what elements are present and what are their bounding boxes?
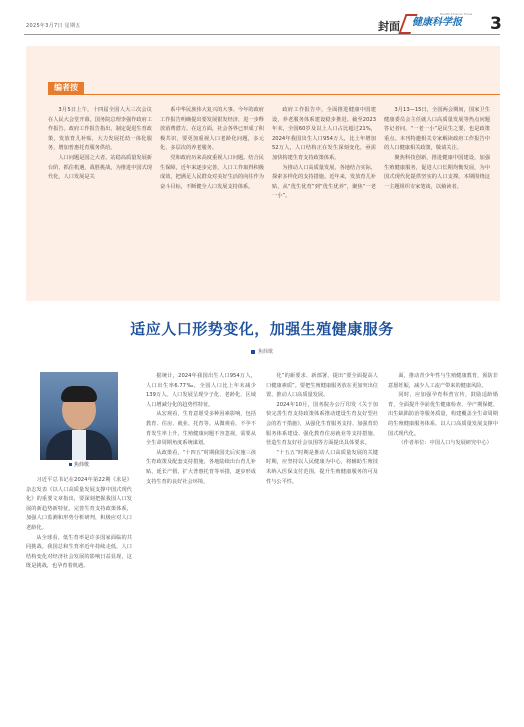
editor-note-rule (48, 94, 500, 95)
editor-note-column-2 (160, 106, 264, 192)
byline-marker-icon (251, 350, 255, 354)
caption-marker-icon (69, 463, 72, 466)
editor-note-paragraph: 3月13—15日，全国两会期间，国家卫生健康委员会主任就人口高质量发展等热点问题答记者问。“一老一小”是民生之要，也是政策重点。本刊特邀相关专家解读政府工作报告中的人口健康相关政策，敬请关注。 (384, 107, 490, 152)
page-header (0, 0, 524, 40)
issue-date: 2025年3月7日 星期五 (26, 23, 81, 29)
article-paragraph: （作者单位：中国人口与发展研究中心） (398, 440, 492, 447)
article-paragraph: “十五五”时期是推动人口高质量发展的关键时期，应坚持以人民健康为中心，将辅助生殖技术纳入医保支付范围，提升生殖健康服务的可及性与公平性。 (266, 449, 378, 485)
masthead-logo-en: Health Science Times (440, 12, 473, 16)
section-name: 封面 (378, 20, 400, 33)
editor-note-label: 编者按 (48, 82, 84, 94)
editor-note-paragraph: 聚焦科技创新，推进健康中国建设，加强生殖健康服务，促进人口长期均衡发展，为中国式现代化提供坚实的人口支撑。本期围绕这一主题组织专家笔谈，以飨读者。 (384, 154, 490, 190)
editor-note-column-4 (384, 106, 490, 192)
article-paragraph: 习近平总书记在2024年第22期《求是》杂志发表《以人口高质量发展支撑中国式现代化》的重要文章指出，要深刻把握我国人口发展的新趋势新特征。完善生育支持政策体系，加强人口监测和形势分析研判，积极应对人口老龄化。 (26, 477, 132, 531)
article-author: 焦炜歌 (257, 349, 273, 355)
article-paragraph: 从政策看，“十四五”时期我国先后实施三孩生育政策及配套支持措施，各地陆续出台育儿补贴、延长产假、扩大普惠托育等举措，逐步形成支持生育的良好社会环境。 (146, 449, 256, 485)
article-paragraph: 化”的新要求、新部署，提出“要全面提高人口健康素质”。要把生殖健康服务放在更加突出位置，推动人口高质量发展。 (266, 373, 378, 399)
editor-note-paragraph: 3月5日上午，十四届全国人大三次会议在人民大会堂开幕。国务院总理李强作政府工作报告。政府工作报告指出，制定促进生育政策，发放育儿补贴，大力发展托幼一体化服务，增加普惠托育服务供给。 (48, 107, 152, 152)
masthead-logo: 健康科学报 (412, 17, 462, 28)
article-column-1 (26, 476, 132, 572)
editor-note-paragraph: 政府工作报告中，全面推进健康中国建设，养老服务体系建设稳步推进。截至2023年末，全国60岁及以上人口占比超过21%，2024年我国出生人口954万人，比上年增加52万人，人口结构正在发生深刻变化，亟需加快构建生育支持政策体系。 (272, 107, 376, 161)
article-byline (0, 348, 524, 355)
editor-note-paragraph: 人口问题是国之大者。站稳高质量发展新台阶，抓住机遇，战胜挑战，为推进中国式现代化，人口发展是关 (48, 154, 152, 181)
photo-caption-text: 焦炜歌 (73, 462, 89, 468)
article-paragraph: 从宏观看，生育意愿受多种因素影响，包括教育、住房、就业、托育等。从微观看，不孕不育发生率上升，生殖健康问题不容忽视，需要从全生命周期角度系统谋划。 (146, 411, 256, 447)
header-rule (24, 34, 500, 35)
photo-caption (40, 461, 118, 468)
article-paragraph: 2024年10月，国务院办公厅印发《关于加快完善生育支持政策体系推动建设生育友好型社会的若干措施》，从强化生育服务支持、加强育幼服务体系建设、强化教育住房就业等支持措施、营造生育友好社会氛围等方面提出具体要求。 (266, 401, 378, 447)
page-number: 3 (490, 14, 502, 34)
article-paragraph: 据统计，2024年我国出生人口954万人，人口出生率6.77‰，全国人口比上年末减少139万人。人口发展呈现少子化、老龄化、区域人口增减分化的趋势性特征。 (146, 373, 256, 408)
article-title: 适应人口形势变化，加强生殖健康服务 (130, 320, 394, 338)
editor-note-paragraph: 为推动人口高质量发展，各地结合实际，探索多样化的支持措施。近年来，发放育儿补贴，从“优生优育”到“优生优养”，聚焦“一老一小”。 (272, 164, 376, 200)
article-paragraph: 从全球看，低生育率是许多国家面临的共同挑战。我国总和生育率近年持续走低，人口结构变化对经济社会发展的影响日益显现，这既是挑战，也孕育着机遇。 (26, 534, 132, 570)
author-photo (40, 372, 118, 460)
article-paragraph: 同时，应加强孕育科普宣传，鼓励适龄婚育，全面提升孕前优生健康检查、孕产期保健、出生缺陷防治等服务质量，构建覆盖全生命周期的生殖健康服务体系，以人口高质量发展支撑中国式现代化。 (388, 392, 498, 437)
article-column-2 (146, 372, 256, 487)
editor-note-paragraph: 党和政府历来高度重视人口问题。结合民生保障，近年来逐步完善，人口工作取得积极成效，把满足人民群众对美好生活的向往作为奋斗目标，不断健全人口发展支持体系。 (160, 154, 264, 190)
article-column-3 (266, 372, 378, 487)
article-paragraph: 面，推动青少年性与生殖健康教育，预防非意愿妊娠，减少人工流产带来的健康风险。 (388, 373, 498, 389)
editor-note-panel (26, 46, 500, 301)
editor-note-column-3 (272, 106, 376, 202)
article-column-4 (388, 372, 498, 449)
editor-note-paragraph: 系中华民族伟大复兴的大事。今年的政府工作报告明确提出要发展银发经济，进一步释放消费潜力。在这方面，社会各界已形成了积极共识，要更加重视人口老龄化问题，多元化、多层次的养老服务。 (160, 107, 264, 152)
editor-note-column-1 (48, 106, 152, 183)
